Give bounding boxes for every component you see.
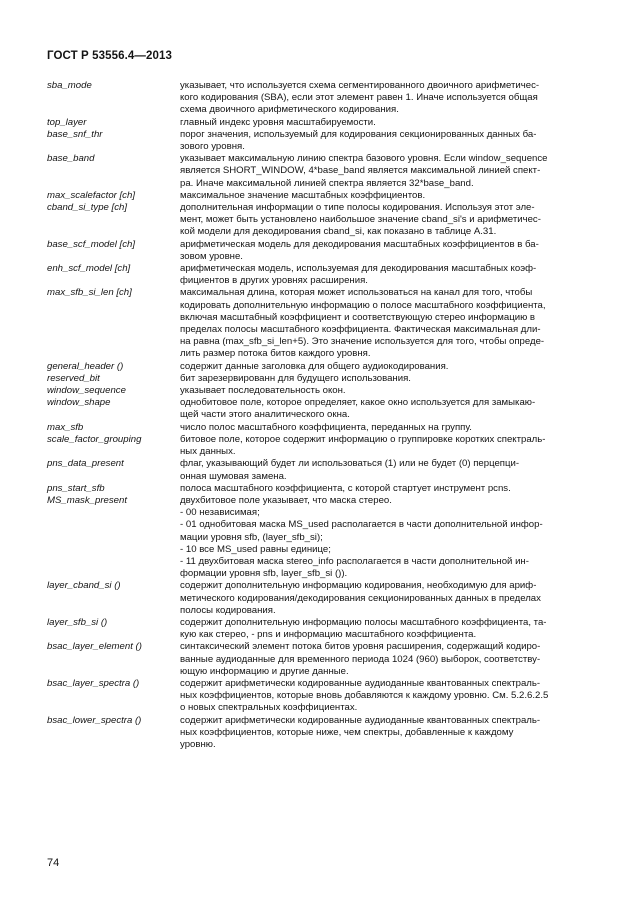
definition-line: щей части этого аналитического окна. (180, 409, 350, 421)
definition-line: кую как стерео, - pns и информацию масштабного коэффициента. (180, 629, 477, 641)
definition-text (180, 239, 587, 263)
definition-row (47, 80, 587, 117)
definition-row (47, 239, 587, 263)
definition-line: ных данных. (180, 446, 236, 458)
definition-text (180, 373, 587, 385)
definition-line: число полос масштабного коэффициента, переданных на группу. (180, 421, 472, 433)
definition-term: bsac_layer_spectra () (47, 677, 140, 689)
definition-line: флаг, указывающий будет ли использоваться (1) или не будет (0) перцепци- (180, 458, 520, 470)
definition-line: однобитовое поле, которое определяет, какое окно используется для замыкаю- (180, 397, 536, 409)
definition-text (180, 458, 587, 482)
definition-row (47, 458, 587, 482)
definition-line: кодировать дополнительную информацию о полосе масштабного коэффициента, (180, 299, 546, 311)
definition-line: ных коэффициентов, которые ниже, чем спектры, добавленные к каждому (180, 726, 514, 738)
definition-line: является SHORT_WINDOW, 4*base_band является максимальной линией спект- (180, 165, 541, 177)
page-header: ГОСТ Р 53556.4—2013 (47, 50, 172, 62)
definition-line: кого кодирования (SBA), если этот элемент равен 1. Иначе используется общая (180, 92, 538, 104)
definition-term: top_layer (47, 116, 87, 128)
definition-line: на равна (max_sfb_si_len+5). Это значение используется для того, чтобы опреде- (180, 336, 545, 348)
definition-line: содержит дополнительную информацию кодирования, необходимую для ариф- (180, 580, 537, 592)
definition-row (47, 678, 587, 715)
definition-text (180, 263, 587, 287)
definition-line: полоса масштабного коэффициента, с которой стартует инструмент pcns. (180, 482, 511, 494)
definition-line: мации уровня sfb, (layer_sfb_si); (180, 531, 323, 543)
definition-term: base_snf_thr (47, 128, 103, 140)
definition-text (180, 617, 587, 641)
definition-row (47, 129, 587, 153)
definition-line: онная шумовая замена. (180, 470, 287, 482)
definition-term: scale_factor_grouping (47, 433, 142, 445)
definition-term: sba_mode (47, 80, 92, 91)
definition-line: метического кодирования/декодирования секционированных данных в пределах (180, 592, 541, 604)
definition-row (47, 422, 587, 434)
definition-term: max_sfb (47, 421, 84, 433)
definition-line: включая масштабный коэффициент и соответствующую стерео информацию в (180, 311, 536, 323)
definition-line: ных коэффициентов, которые вновь добавляются к каждому уровню. См. 5.2.6.2.5 (180, 690, 549, 702)
definition-row (47, 263, 587, 287)
definition-term: MS_mask_present (47, 494, 127, 506)
definition-term: enh_scf_model [ch] (47, 263, 131, 275)
definition-text (180, 715, 587, 752)
page-number: 74 (47, 857, 60, 869)
definition-line: содержит данные заголовка для общего аудиокодирования. (180, 360, 449, 372)
definition-text (180, 397, 587, 421)
definition-line: ющую информацию и другие данные. (180, 665, 349, 677)
definition-text (180, 287, 587, 360)
definition-line: зовом уровне. (180, 250, 243, 262)
definition-row (47, 385, 587, 397)
definition-term: pns_start_sfb (47, 482, 105, 494)
definition-line: ванные аудиоданные для временного периода 1024 (960) выборок, соответству- (180, 653, 541, 665)
definition-term: reserved_bit (47, 372, 100, 384)
definition-term: base_band (47, 153, 95, 165)
definition-line: о новых спектральных коэффициентах. (180, 702, 358, 714)
definition-text (180, 202, 587, 239)
definition-row (47, 397, 587, 421)
definition-text (180, 117, 587, 129)
definition-row (47, 580, 587, 617)
definition-term: layer_sfb_si () (47, 616, 108, 628)
definition-term: base_scf_model [ch] (47, 238, 135, 250)
definition-row (47, 495, 587, 580)
definition-row (47, 287, 587, 360)
definition-row (47, 641, 587, 678)
definition-line: - 11 двухбитовая маска stereo_info располагается в части дополнительной ин- (180, 555, 529, 567)
definition-term: max_sfb_si_len [ch] (47, 287, 132, 299)
definition-row (47, 715, 587, 752)
definition-line: максимальное значение масштабных коэффициентов. (180, 189, 426, 201)
definition-line: указывает последовательность окон. (180, 385, 346, 397)
definition-line: формации уровня sfb, layer_sfb_si ()). (180, 568, 348, 580)
definition-text (180, 483, 587, 495)
definition-row (47, 361, 587, 373)
definition-line: двухбитовое поле указывает, что маска стерео. (180, 494, 392, 506)
definition-text (180, 190, 587, 202)
definition-line: содержит дополнительную информацию полосы масштабного коэффициента, та- (180, 616, 547, 628)
definition-text (180, 580, 587, 617)
definition-line: дополнительная информации о типе полосы кодирования. Используя этот эле- (180, 202, 535, 214)
definition-row (47, 202, 587, 239)
definition-line: указывает, что используется схема сегментированного двоичного арифметичес- (180, 80, 540, 91)
definition-text (180, 129, 587, 153)
definition-line: указывает максимальную линию спектра базового уровня. Если window_sequence (180, 153, 548, 165)
definition-row (47, 617, 587, 641)
definition-line: содержит арифметически кодированные аудиоданные квантованных спектраль- (180, 677, 541, 689)
definition-line: - 00 независимая; (180, 507, 260, 519)
definition-line: схема двоичного арифметического кодирования. (180, 104, 399, 116)
definition-row (47, 434, 587, 458)
definition-line: синтаксический элемент потока битов уровня расширения, содержащий кодиро- (180, 641, 541, 653)
definition-line: уровню. (180, 738, 216, 750)
definition-row (47, 483, 587, 495)
definition-line: ра. Иначе максимальной линией спектра является 32*base_band. (180, 177, 474, 189)
definition-line: зового уровня. (180, 141, 245, 153)
definition-text (180, 495, 587, 580)
definition-line: - 01 однобитовая маска MS_used располагается в части дополнительной инфор- (180, 519, 543, 531)
definition-row (47, 190, 587, 202)
definition-text (180, 434, 587, 458)
definition-row (47, 373, 587, 385)
definition-line: битовое поле, которое содержит информацию о группировке коротких спектраль- (180, 433, 546, 445)
definition-text (180, 678, 587, 715)
definition-line: полосы кодирования. (180, 604, 276, 616)
definition-term: window_sequence (47, 385, 126, 397)
definition-line: бит зарезервированн для будущего использования. (180, 372, 411, 384)
definition-line: арифметическая модель для декодирования масштабных коэффициентов в ба- (180, 238, 539, 250)
definition-text (180, 80, 587, 117)
definition-text (180, 422, 587, 434)
definition-line: - 10 все MS_used равны единице; (180, 543, 331, 555)
definitions-list (47, 80, 587, 751)
definition-term: max_scalefactor [ch] (47, 189, 135, 201)
definition-line: кой модели для декодирования cband_si, как показано в таблице А.31. (180, 226, 497, 238)
definition-text (180, 361, 587, 373)
definition-row (47, 153, 587, 190)
definition-term: bsac_layer_element () (47, 641, 142, 653)
definition-line: лить размер потока битов каждого уровня. (180, 348, 371, 360)
definition-line: порог значения, используемый для кодирования секционированных данных ба- (180, 128, 537, 140)
definition-row (47, 117, 587, 129)
definition-line: максимальная длина, которая может использоваться на канал для того, чтобы (180, 287, 533, 299)
definition-line: фициентов в других уровнях расширения. (180, 275, 368, 287)
definition-line: пределах полосы масштабного коэффициента. Фактическая максимальная дли- (180, 324, 541, 336)
definition-term: cband_si_type [ch] (47, 202, 128, 214)
definition-text (180, 641, 587, 678)
definition-term: bsac_lower_spectra () (47, 714, 142, 726)
definition-term: layer_cband_si () (47, 580, 121, 592)
definition-line: арифметическая модель, используемая для декодирования масштабных коэф- (180, 263, 537, 275)
definition-term: window_shape (47, 397, 111, 409)
definition-line: мент, может быть установлено наибольшое значение cband_si's и арифметичес- (180, 214, 541, 226)
definition-term: general_header () (47, 360, 124, 372)
definition-text (180, 153, 587, 190)
definition-line: содержит арифметически кодированные аудиоданные квантованных спектраль- (180, 714, 541, 726)
definition-term: pns_data_present (47, 458, 124, 470)
definition-line: главный индекс уровня масштабируемости. (180, 116, 376, 128)
definition-text (180, 385, 587, 397)
